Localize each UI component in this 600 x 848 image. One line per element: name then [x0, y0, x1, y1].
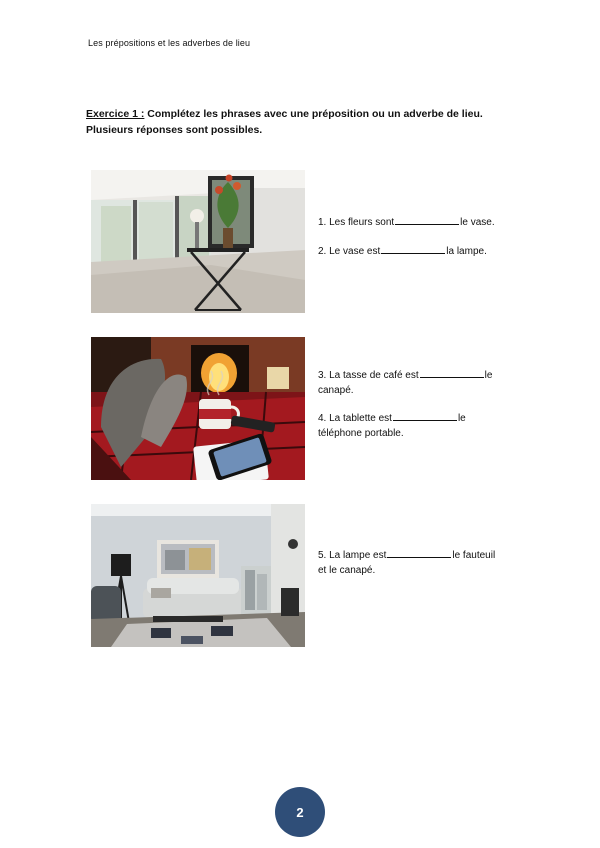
instruction-line-1: Complétez les phrases avec une préposition ou un adverbe de lieu. — [144, 108, 483, 120]
answer-blank-5[interactable] — [387, 548, 451, 558]
page-header: Les prépositions et les adverbes de lieu — [88, 38, 251, 48]
answer-blank-1[interactable] — [395, 215, 459, 225]
question-5: 5. La lampe est le fauteuil et le canapé. — [318, 550, 496, 576]
question-4: 4. La tablette est le téléphone portable. — [318, 413, 466, 439]
answer-blank-3[interactable] — [420, 368, 484, 378]
photo-fireplace-cafe — [91, 337, 305, 480]
exercise-label: Exercice 1 : — [86, 108, 145, 120]
question-3: 3. La tasse de café est le canapé. — [318, 370, 493, 396]
exercise-instructions — [86, 106, 506, 138]
page-number-badge: 2 — [275, 787, 325, 837]
answer-blank-2[interactable] — [381, 244, 445, 254]
question-2: 2. Le vase est la lampe. — [318, 246, 487, 257]
photo-hallway-vase — [91, 170, 305, 313]
answer-blank-4[interactable] — [393, 411, 457, 421]
question-1: 1. Les fleurs sont le vase. — [318, 217, 495, 228]
photo-living-room-lamp — [91, 504, 305, 647]
instruction-line-2: Plusieurs réponses sont possibles. — [86, 124, 263, 136]
